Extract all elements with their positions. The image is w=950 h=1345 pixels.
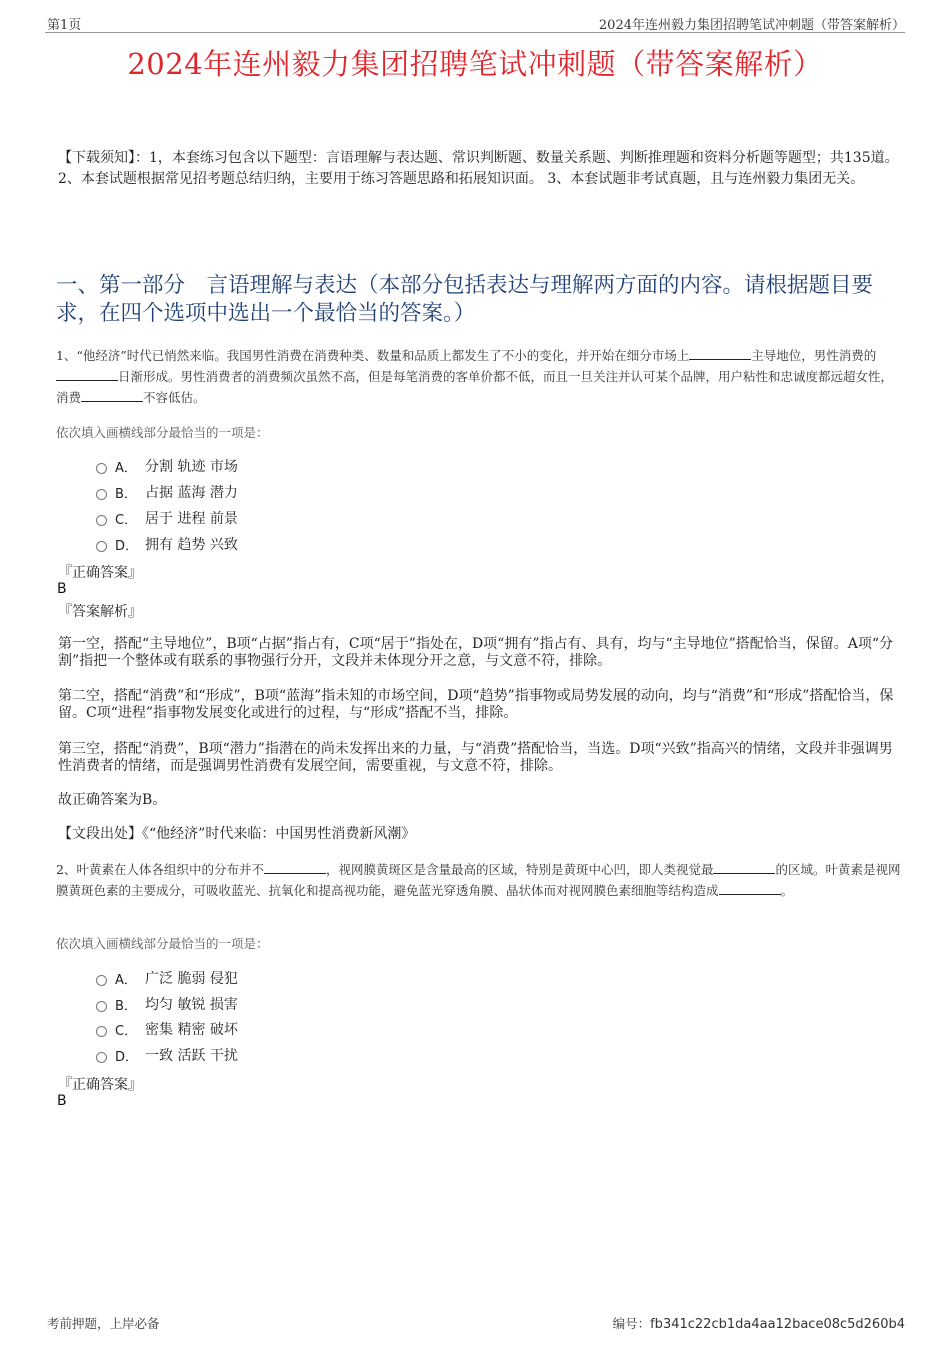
q1-conclusion: 故正确答案为B。 [58,792,167,808]
q1-option-d[interactable]: D． 拥有 趋势 兴致 [96,534,238,554]
radio-icon[interactable] [96,1052,107,1063]
question-1-prompt: 依次填入画横线部分最恰当的一项是： [56,425,269,440]
q1-analysis-paragraph-3: 第三空，搭配“消费”，B项“潜力”指潜在的尚未发挥出来的力量，与“消费”搭配恰当，当选。D项“兴致”指高兴的情绪，文段并非强调男性消费者的情绪，而是强调男性消费有发展空间，需要重视，与文意不符，排除。 [58,741,893,774]
section-heading: 一、第一部分 言语理解与表达（本部分包括表达与理解两方面的内容。请根据题目要求，在四个选项中选出一个最恰当的答案。） [56,273,874,326]
q1-option-c[interactable]: C． 居于 进程 前景 [96,508,238,528]
q1-option-b[interactable]: B． 占据 蓝海 潜力 [96,482,238,502]
answer-analysis-label: 『答案解析』 [58,604,142,620]
footer-slogan: 考前押题，上岸必备 [47,1316,160,1331]
fill-blank [719,880,781,895]
q2-option-a[interactable]: A． 广泛 脆弱 侵犯 [96,968,238,988]
q1-source: 【文段出处】《“他经济”时代来临：中国男性消费新风潮》 [58,826,416,842]
radio-icon[interactable] [96,975,107,986]
download-notice: 【下载须知】：1，本套练习包含以下题型：言语理解与表达题、常识判断题、数量关系题、判断推理题和资料分析题等题型；共135道。 2、本套试题根据常见招考题总结归纳，主要用于练习答题思路和拓展知识面。 3、本套试题非考试真题，且与连州毅力集团无关。 [58,150,899,187]
fill-blank [81,387,143,402]
q1-correct-answer: B [57,581,67,597]
q1-option-a[interactable]: A． 分割 轨迹 市场 [96,456,238,476]
correct-answer-label: 『正确答案』 [58,565,142,581]
document-title: 2024年连州毅力集团招聘笔试冲刺题（带答案解析） [127,47,823,81]
page-number: 第1页 [47,18,82,33]
question-1-text: 1、“他经济”时代已悄然来临。我国男性消费在消费种类、数量和品质上都发生了不小的变化，并开始在细分市场上 主导地位，男性消费的日渐形成。男性消费者的消费频次虽然不高，但是每笔消费的客单价都不低，而且一旦关注并认可某个品牌，用户粘性和忠诚度都远超女性，消费 不容低估。 [56,345,901,408]
fill-blank [56,366,118,381]
header-divider [45,32,905,33]
radio-icon[interactable] [96,1026,107,1037]
q1-analysis-paragraph-2: 第二空，搭配“消费”和“形成”，B项“蓝海”指未知的市场空间，D项“趋势”指事物或局势发展的动向，均与“消费”和“形成”搭配恰当，保留。C项“进程”指事物发展变化或进行的过程，与“形成”搭配不当，排除。 [58,688,894,721]
footer-document-id: 编号：fb341c22cb1da4aa12bace08c5d260b4 [612,1316,905,1332]
q1-analysis-paragraph-1: 第一空，搭配“主导地位”，B项“占据”指占有，C项“居于”指处在，D项“拥有”指占有、具有，均与“主导地位”搭配恰当，保留。A项“分割”指把一个整体或有联系的事物强行分开，文段并未体现分开之意，与文意不符，排除。 [58,636,894,669]
radio-icon[interactable] [96,541,107,552]
q2-correct-answer: B [57,1093,67,1109]
fill-blank [713,859,775,874]
running-header-title: 2024年连州毅力集团招聘笔试冲刺题（带答案解析） [598,18,905,33]
question-2-prompt: 依次填入画横线部分最恰当的一项是： [56,936,269,951]
question-2-text: 2、叶黄素在人体各组织中的分布并不 ，视网膜黄斑区是含量最高的区域，特别是黄斑中心凹，即人类视觉最 的区域。叶黄素是视网膜黄斑色素的主要成分，可吸收蓝光、抗氧化和提高视功能，避免蓝光穿透角膜、晶状体而对视网膜色素细胞等结构造成 。 [56,859,901,901]
radio-icon[interactable] [96,515,107,526]
fill-blank [689,345,751,360]
correct-answer-label: 『正确答案』 [58,1077,142,1093]
q2-option-c[interactable]: C． 密集 精密 破坏 [96,1019,238,1039]
radio-icon[interactable] [96,463,107,474]
q2-option-b[interactable]: B． 均匀 敏锐 损害 [96,994,238,1014]
q2-option-d[interactable]: D． 一致 活跃 干扰 [96,1045,238,1065]
radio-icon[interactable] [96,489,107,500]
fill-blank [264,859,326,874]
radio-icon[interactable] [96,1001,107,1012]
